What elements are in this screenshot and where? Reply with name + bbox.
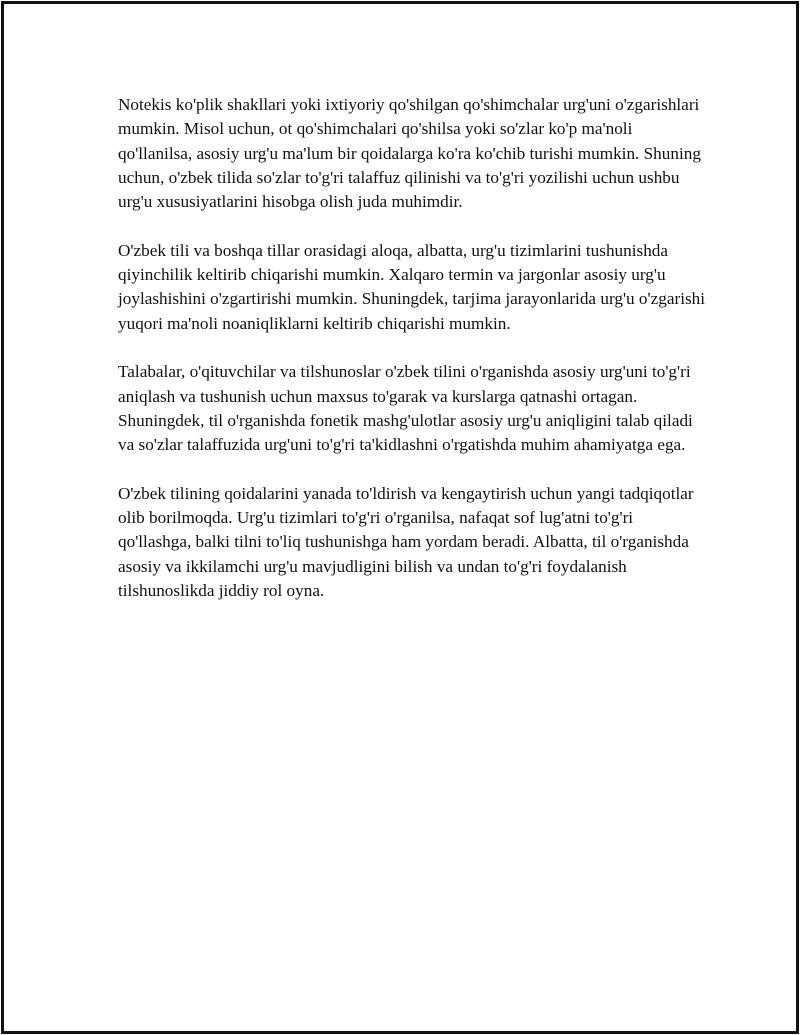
paragraph-3: Talabalar, o'qituvchilar va tilshunoslar o'zbek tilini o'rganishda asosiy urg'uni to'g'ri aniqlash va tushunish uchun maxsus to'garak va kurslarga qatnashi ortagan. Shuningdek, til o'rganishda fonetik mashg'ulotlar asosiy urg'u aniqligini talab qiladi va so'zlar talaffuzida urg'uni to'g'ri ta'kidlashni o'rgatishda muhim ahamiyatga ega. (118, 362, 693, 455)
paragraph-1: Notekis ko'plik shakllari yoki ixtiyoriy qo'shilgan qo'shimchalar urg'uni o'zgarishlari mumkin. Misol uchun, ot qo'shimchalari qo'shilsa yoki so'zlar ko'p ma'noli qo'llanilsa, asosiy urg'u ma'lum bir qoidalarga ko'ra ko'chib turishi mumkin. Shuning uchun, o'zbek tilida so'zlar to'g'ri talaffuz qilinishi va to'g'ri yozilishi uchun ushbu urg'u xususiyatlarini hisobga olish juda muhimdir. (118, 95, 701, 212)
paragraph-4: O'zbek tilining qoidalarini yanada to'ldirish va kengaytirish uchun yangi tadqiqotlar olib borilmoqda. Urg'u tizimlari to'g'ri o'rganilsa, nafaqat sof lug'atni to'g'ri qo'llashga, balki tilni to'liq tushunishga ham yordam beradi. Albatta, til o'rganishda asosiy va ikkilamchi urg'u mavjudligini bilish va undan to'g'ri foydalanish tilshunoslikda jiddiy rol oyna. (118, 483, 694, 600)
paragraph-2: O'zbek tili va boshqa tillar orasidagi aloqa, albatta, urg'u tizimlarini tushunishda qiyinchilik keltirib chiqarishi mumkin. Xalqaro termin va jargonlar asosiy urg'u joylashishini o'zgartirishi mumkin. Shuningdek, tarjima jarayonlarida urg'u o'zgarishi yuqori ma'noli noaniqliklarni keltirib chiqarishi mumkin. (118, 240, 706, 333)
document-body (118, 93, 708, 628)
